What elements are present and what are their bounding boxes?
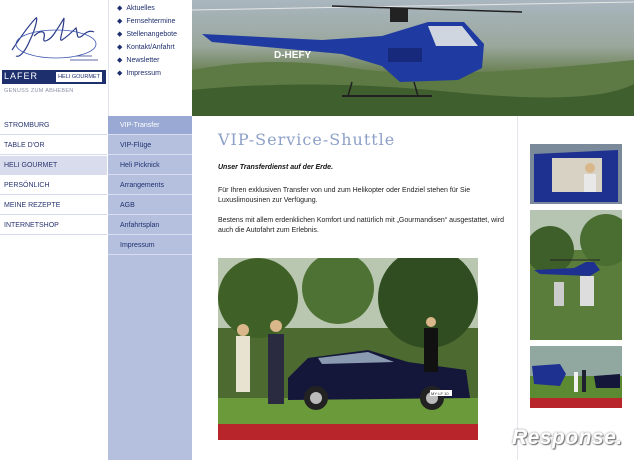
sub-nav-vip-fluege[interactable]: VIP-Flüge <box>108 136 192 155</box>
thumb-helicopter-landing <box>530 346 622 408</box>
sub-brand: HELI GOURMET <box>56 72 102 82</box>
nav-item-persoenlich[interactable]: PERSÖNLICH <box>0 176 107 195</box>
nav-item-table-dor[interactable]: TABLE D'OR <box>0 136 107 155</box>
top-menu-item-stellenangebote[interactable]: ◆ Stellenangebote <box>117 31 177 38</box>
nav-item-stromburg[interactable]: STROMBURG <box>0 116 107 135</box>
tagline: GENUSS ZUM ABHEBEN <box>4 88 74 94</box>
sub-nav-agb[interactable]: AGB <box>108 196 192 215</box>
sub-nav-impressum[interactable]: Impressum <box>108 236 192 255</box>
intro-paragraph: Für Ihren exklusiven Transfer von und zum Helikopter oder Endziel stehen für Sie Luxuslimousinen zur Verfügung. <box>218 187 471 204</box>
bullet-icon: ◆ <box>117 44 123 51</box>
brand-name: LAFER <box>4 71 39 81</box>
lafer-signature-logo <box>6 10 102 68</box>
top-menu <box>108 0 193 116</box>
bullet-icon: ◆ <box>117 31 123 38</box>
nav-item-heli-gourmet[interactable]: HELI GOURMET <box>0 156 107 175</box>
hero-helicopter-image <box>192 0 634 116</box>
top-menu-item-impressum[interactable]: ◆ Impressum <box>117 70 162 77</box>
limousine-photo <box>218 258 478 440</box>
comfort-paragraph: Bestens mit allem erdenklichen Komfort und natürlich mit „Gourmandisen“ ausgestattet, wird auch die Autofahrt zum Erlebnis. <box>218 217 504 234</box>
top-menu-item-kontakt[interactable]: ◆ Kontakt/Anfahrt <box>117 44 175 51</box>
limousine-scene <box>218 258 478 440</box>
helicopter-illustration <box>192 0 634 116</box>
bullet-icon: ◆ <box>117 70 123 77</box>
response-watermark: Response. <box>512 426 623 449</box>
sub-nav-vip-transfer[interactable]: VIP-Transfer <box>108 116 192 135</box>
bullet-icon: ◆ <box>117 57 123 64</box>
sub-nav-anfahrtsplan[interactable]: Anfahrtsplan <box>108 216 192 235</box>
top-menu-item-newsletter[interactable]: ◆ Newsletter <box>117 57 160 64</box>
sub-nav-heli-picknick[interactable]: Heli Picknick <box>108 156 192 175</box>
nav-item-meine-rezepte[interactable]: MEINE REZEPTE <box>0 196 107 215</box>
page-subtitle: Unser Transferdienst auf der Erde. <box>218 164 334 171</box>
license-plate: MY·LF 10 <box>431 391 449 396</box>
main-navigation <box>0 116 108 460</box>
nav-item-internetshop[interactable]: INTERNETSHOP <box>0 216 107 235</box>
bullet-icon: ◆ <box>117 5 123 12</box>
bullet-icon: ◆ <box>117 18 123 25</box>
sub-navigation <box>108 116 192 460</box>
page-title: VIP-Service-Shuttle <box>218 130 396 149</box>
thumb-castle-landscape <box>530 210 622 340</box>
sub-nav-arrangements[interactable]: Arrangements <box>108 176 192 195</box>
registration-label: D-HEFY <box>274 50 312 61</box>
top-menu-item-aktuelles[interactable]: ◆ Aktuelles <box>117 5 155 12</box>
thumb-helicopter-interior <box>530 144 622 204</box>
top-menu-item-fernsehtermine[interactable]: ◆ Fernsehtermine <box>117 18 176 25</box>
